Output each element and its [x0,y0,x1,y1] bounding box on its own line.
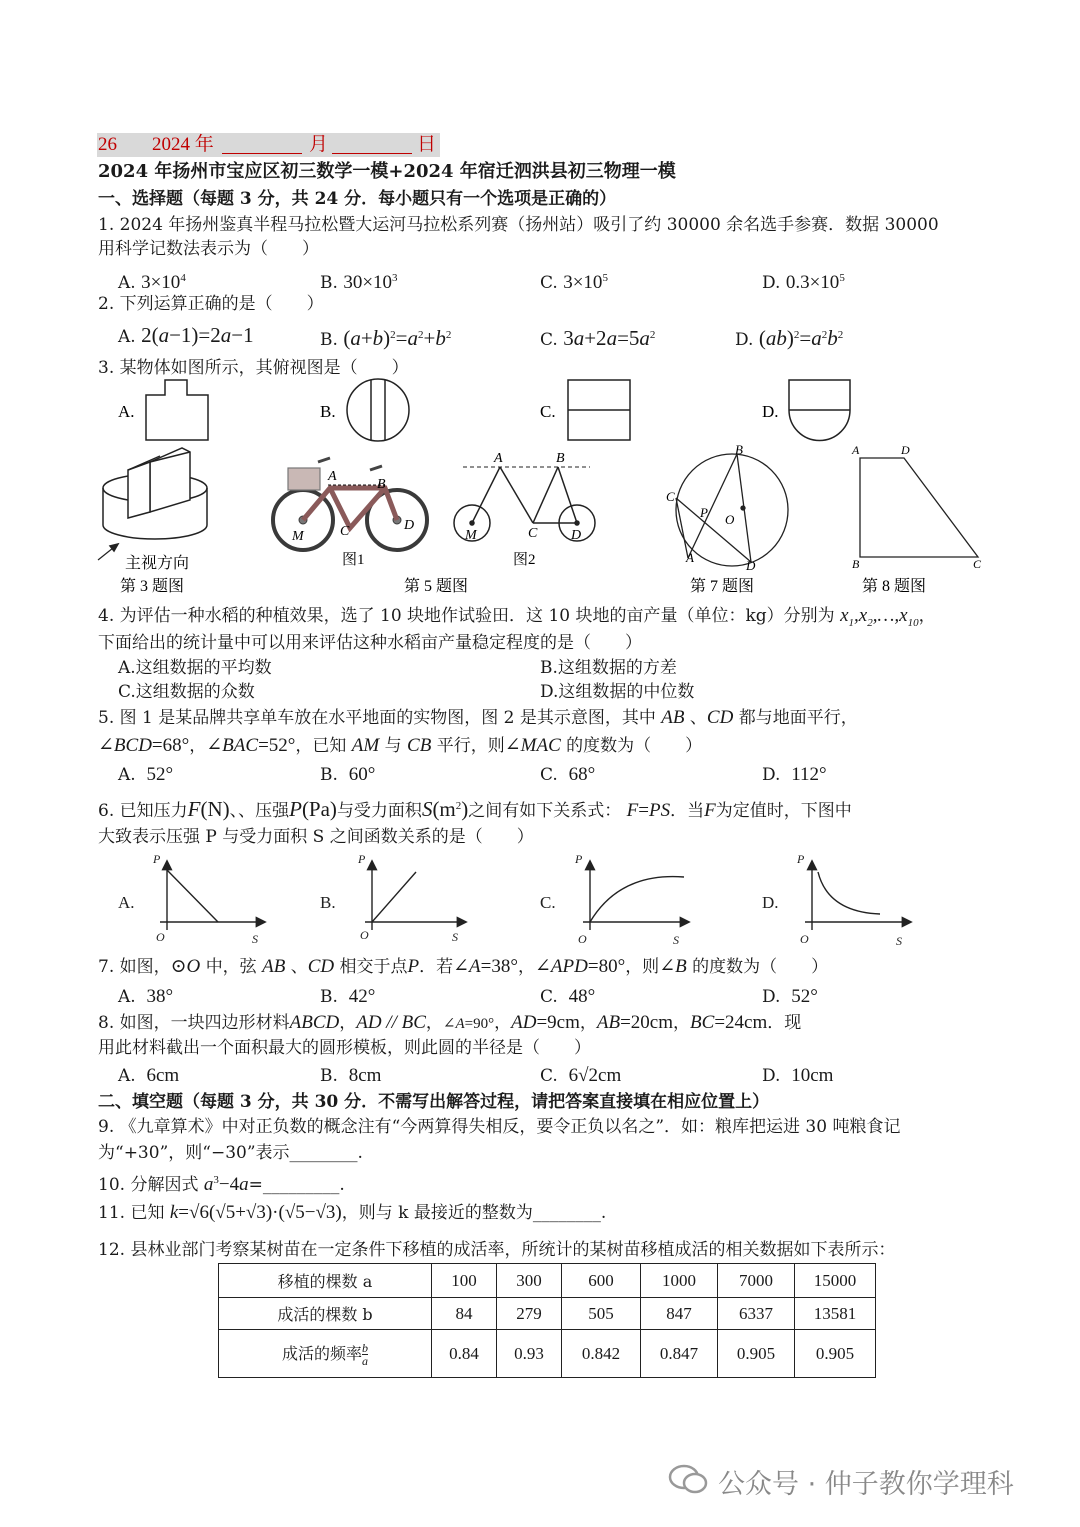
q6-line1: 6. 已知压力F(N)、、压强P(Pa)与受力面积$S(m^2)$之间有如下关系式： F=PS．当F为定值时，下图中 [98,797,852,821]
svg-text:A: A [328,469,337,484]
svg-text:D: D [901,443,910,457]
table-cell: 100 [432,1264,497,1298]
q11-stem: 11. 已知 k=√6(√5+√3)·(√5−√3)，则与 k 最接近的整数为________. [98,1202,607,1223]
q7-line1: 7. 如图，⊙O 中，弦 AB 、CD 相交于点P．若∠A=38°，∠APD=80°，则∠B 的度数为（ ） [98,956,829,977]
svg-text:O: O [800,932,809,946]
q1-option-d: D. $0.3\times 10^5$ [762,272,845,293]
q2-option-c: C. $3a+2a=5a^2$ [540,326,656,350]
q7-option-d: D. 52° [762,986,818,1007]
q12-data-table [218,1263,876,1378]
table-cell: 0.84 [432,1330,497,1378]
q5-option-b: B. 60° [320,764,376,785]
table-cell: 0.905 [795,1330,876,1378]
fig1-label: 图1 [342,552,365,568]
q2-option-a: A. 2(a−1)=2a−1 [118,323,254,347]
q8-option-b: B. 8cm [320,1065,382,1086]
wechat-icon [668,1463,710,1495]
fig5-caption: 第 5 题图 [404,578,469,595]
q4-option-a: A.这组数据的平均数 [118,658,272,678]
fig2-label: 图2 [513,552,536,568]
svg-text:C.: C. [540,402,556,421]
svg-text:B: B [852,557,860,571]
table-cell: 0.842 [562,1330,641,1378]
fig7-caption: 第 7 题图 [690,578,755,595]
q8-line1: 8. 如图，一块四边形材料ABCD，AD // BC，∠A=90°，AD=9cm，AB=20cm，BC=24cm．现 [98,1012,802,1033]
row3-header: 成活的频率 $\frac{b}{a}$ [219,1330,432,1378]
svg-text:O: O [578,932,587,946]
table-row-planted [219,1264,876,1298]
exam-title: 2024 年扬州市宝应区初三数学一模+2024 年宿迁泗洪县初三物理一模 [98,161,676,182]
table-cell: 279 [497,1298,562,1330]
q2-option-b: B. $(a+b)^2=a^2+b^2$ [320,326,452,350]
header-day: 日 [417,134,437,155]
table-cell: 84 [432,1298,497,1330]
svg-text:A: A [686,550,694,565]
q7-option-a: A. 38° [118,986,174,1007]
fig3-caption: 第 3 题图 [120,578,185,595]
svg-text:P: P [153,852,161,866]
svg-text:B.: B. [320,893,336,912]
svg-text:P: P [700,505,708,520]
svg-text:B: B [556,451,565,466]
q4-option-d: D.这组数据的中位数 [540,682,695,702]
header-year: 2024 年 [152,134,214,155]
table-cell: 847 [641,1298,718,1330]
q1-line1: 1. 2024 年扬州鉴真半程马拉松暨大运河马拉松系列赛（扬州站）吸引了约 30000 余名选手参赛．数据 30000 [98,215,939,235]
svg-text:D: D [404,518,415,533]
svg-text:S: S [673,933,679,947]
section-2-heading: 二、填空题（每题 3 分，共 30 分．不需写出解答过程，请把答案直接填在相应位置上） [98,1092,770,1112]
svg-text:P: P [358,852,366,866]
table-cell: 13581 [795,1298,876,1330]
q1-line2: 用科学记数法表示为（ ） [98,239,319,259]
q8-option-d: D. 10cm [762,1065,834,1086]
row2-header: 成活的棵数 b [219,1298,432,1330]
q4-line2: 下面给出的统计量中可以用来评估这种水稻亩产量稳定程度的是（ ） [98,633,642,653]
table-cell: 300 [497,1264,562,1298]
table-cell: 15000 [795,1264,876,1298]
svg-text:P: P [575,852,583,866]
table-cell: 0.93 [497,1330,562,1378]
row1-header: 移植的棵数 a [219,1264,432,1298]
main-view-label: 主视方向 [125,555,190,572]
table-cell: 6337 [718,1298,795,1330]
q4-line1: 4. 为评估一种水稻的种植效果，选了 10 块地作试验田．这 10 块地的亩产量（单位：kg）分别为 $x_1,x_2,\dots,x_{10}$， [98,605,936,629]
svg-text:A.: A. [118,402,135,421]
q3-stem: 3. 某物体如图所示，其俯视图是（ ） [98,358,409,378]
q8-option-c: C. 6√2cm [540,1065,622,1086]
svg-text:D.: D. [762,893,779,912]
watermark-text: 公众号 · 仲子教你学理科 [718,1469,1014,1500]
svg-text:S: S [452,930,458,944]
q1-option-a: A. $3\times 10^4$ [118,272,186,293]
q4-option-b: B.这组数据的方差 [540,658,677,678]
table-cell: 0.847 [641,1330,718,1378]
svg-text:B.: B. [320,402,336,421]
svg-text:C: C [666,489,675,504]
q5-line1: 5. 图 1 是某品牌共享单车放在水平地面的实物图，图 2 是其示意图，其中 AB 、CD 都与地面平行， [98,707,858,728]
table-row-survived [219,1298,876,1330]
svg-text:S: S [252,932,258,946]
q5-option-a: A. 52° [118,764,174,785]
svg-text:B: B [735,442,743,457]
table-row-frequency [219,1330,876,1378]
q6-line2: 大致表示压强 P 与受力面积 S 之间函数关系的是（ ） [98,827,534,847]
svg-text:S: S [896,934,902,948]
q10-stem: 10. 分解因式 $a^3-4a=\_\_\_\_\_\_\_\_\_$. [98,1174,345,1195]
q9-line1: 9. 《九章算术》中对正负数的概念注有“今两算得失相反，要令正负以名之”．如：粮库把运进 30 吨粮食记 [98,1117,901,1137]
figures-row [0,440,1080,600]
svg-text:M: M [292,529,304,544]
header-number: 26 [98,134,117,155]
svg-text:D.: D. [762,402,779,421]
svg-text:O: O [156,930,165,944]
q8-trapezoid-figure [860,458,978,557]
q2-option-d: D. $(ab)^2=a^2b^2$ [735,326,844,350]
table-cell: 505 [562,1298,641,1330]
q12-stem: 12. 县林业部门考察某树苗在一定条件下移植的成活率，所统计的某树苗移植成活的相关数据如下表所示： [98,1240,896,1260]
q7-option-b: B. 42° [320,986,376,1007]
svg-text:M: M [465,528,477,543]
q5-option-d: D. 112° [762,764,827,785]
svg-text:O: O [725,512,735,527]
table-cell: 7000 [718,1264,795,1298]
svg-text:D: D [571,528,582,543]
table-cell: 600 [562,1264,641,1298]
svg-text:P: P [797,852,805,866]
svg-text:D: D [746,558,756,573]
q7-option-c: C. 48° [540,986,596,1007]
q2-stem: 2. 下列运算正确的是（ ） [98,294,324,314]
q3-options-figures [0,375,1080,450]
svg-text:C: C [973,557,982,571]
table-cell: 1000 [641,1264,718,1298]
q9-line2: 为“+30”，则“−30”表示________. [98,1143,363,1163]
table-cell: 0.905 [718,1330,795,1378]
svg-text:A.: A. [118,893,135,912]
q8-line2: 用此材料截出一个面积最大的圆形模板，则此圆的半径是（ ） [98,1038,591,1058]
q1-option-b: B. $30\times 10^3$ [320,272,398,293]
svg-text:O: O [360,928,369,942]
q1-option-c: C. $3\times 10^5$ [540,272,608,293]
header-month: 月 [309,134,329,155]
fig8-caption: 第 8 题图 [862,578,927,595]
q8-option-a: A. 6cm [118,1065,180,1086]
q3-solid-figure [98,448,207,560]
svg-text:A: A [852,443,860,457]
q5-line2: ∠BCD=68°，∠BAC=52°，已知 AM 与 CB 平行，则∠MAC 的度数为（ ） [98,735,703,756]
q5-option-c: C. 68° [540,764,596,785]
date-header [97,133,440,157]
svg-text:B: B [377,477,386,492]
q4-option-c: C.这组数据的众数 [118,682,255,702]
q6-option-graphs [0,850,1080,950]
svg-text:C: C [340,524,350,539]
svg-text:C.: C. [540,893,556,912]
section-1-heading: 一、选择题（每题 3 分，共 24 分．每小题只有一个选项是正确的） [98,189,617,209]
svg-text:C: C [528,526,538,541]
svg-text:A: A [494,451,503,466]
